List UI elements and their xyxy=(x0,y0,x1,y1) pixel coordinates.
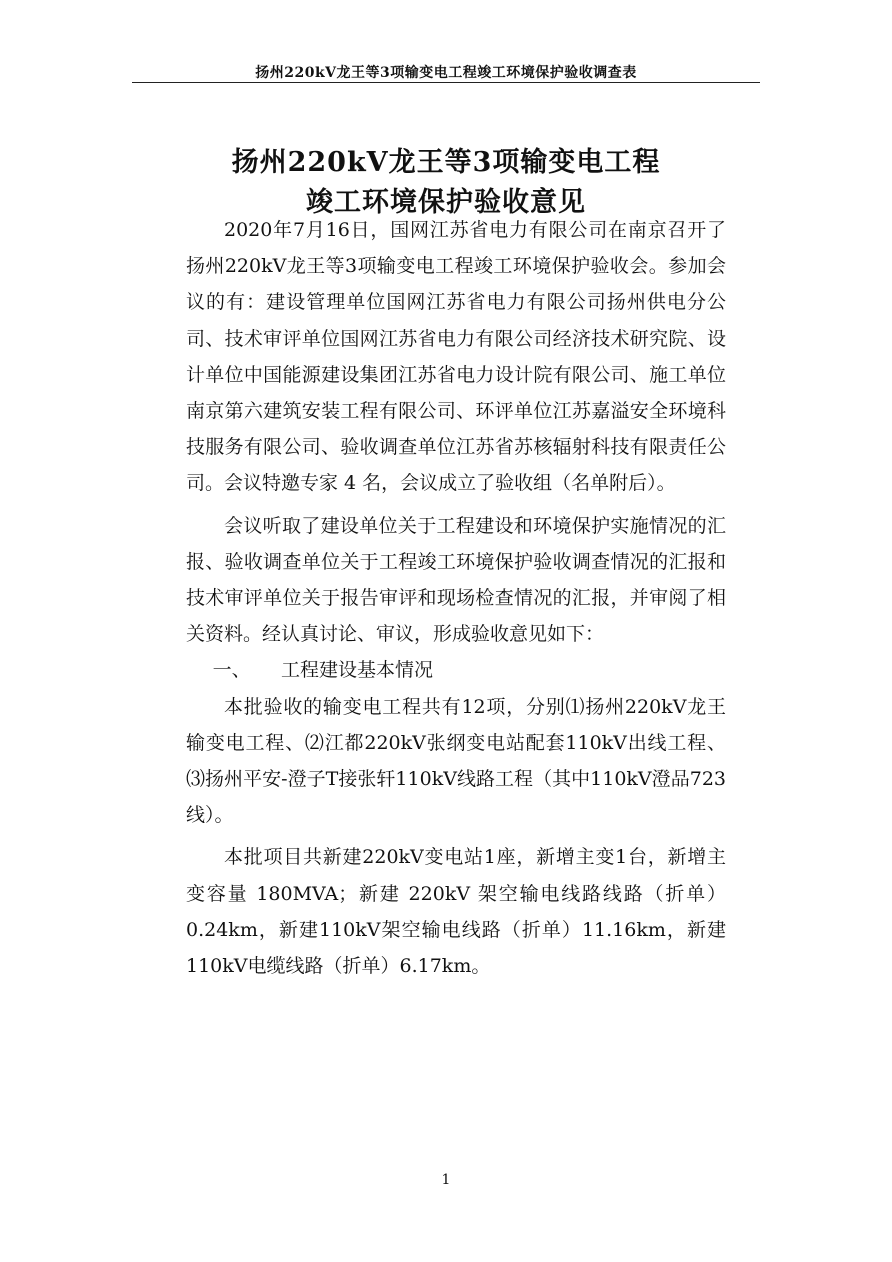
document-title-line2: 竣工环境保护验收意见 xyxy=(306,187,586,218)
header-divider xyxy=(132,82,760,83)
paragraph-project-scope: 本批验收的输变电工程共有12项，分别⑴扬州220kV龙王输变电工程、⑵江都220kV张纲变电站配套110kV出线工程、⑶扬州平安-澄子T接张轩110kV线路工程（其中110kV澄品723线）。 xyxy=(186,695,726,827)
running-header: 扬州220kV龙王等3项输变电工程竣工环境保护验收调查表 xyxy=(255,65,637,81)
paragraph-project-quantities: 本批项目共新建220kV变电站1座，新增主变1台，新增主变容量 180MVA；新建 220kV 架空输电线路线路（折单）0.24km，新建110kV架空输电线路（折单）11.16km，新建110kV电缆线路（折单）6.17km。 xyxy=(186,846,726,978)
page-number: 1 xyxy=(441,1172,451,1188)
document-title-line1: 扬州220kV龙王等3项输变电工程 xyxy=(231,147,661,178)
section-number: 一、 xyxy=(212,659,251,682)
document-body xyxy=(186,212,726,984)
paragraph-meeting-process: 会议听取了建设单位关于工程建设和环境保护实施情况的汇报、验收调查单位关于工程竣工环境保护验收调查情况的汇报和技术审评单位关于报告审评和现场检查情况的汇报，并审阅了相关资料。经认真讨论、审议，形成验收意见如下： xyxy=(186,514,726,646)
section-title: 工程建设基本情况 xyxy=(281,659,434,682)
section-heading xyxy=(186,652,726,688)
paragraph-meeting-intro: 2020年7月16日，国网江苏省电力有限公司在南京召开了扬州220kV龙王等3项输变电工程竣工环境保护验收会。参加会议的有：建设管理单位国网江苏省电力有限公司扬州供电分公司、技术审评单位国网江苏省电力有限公司经济技术研究院、设计单位中国能源建设集团江苏省电力设计院有限公司、施工单位南京第六建筑安装工程有限公司、环评单位江苏嘉溢安全环境科技服务有限公司、验收调查单位江苏省苏核辐射科技有限责任公司。会议特邀专家 4 名，会议成立了验收组（名单附后）。 xyxy=(186,219,726,495)
